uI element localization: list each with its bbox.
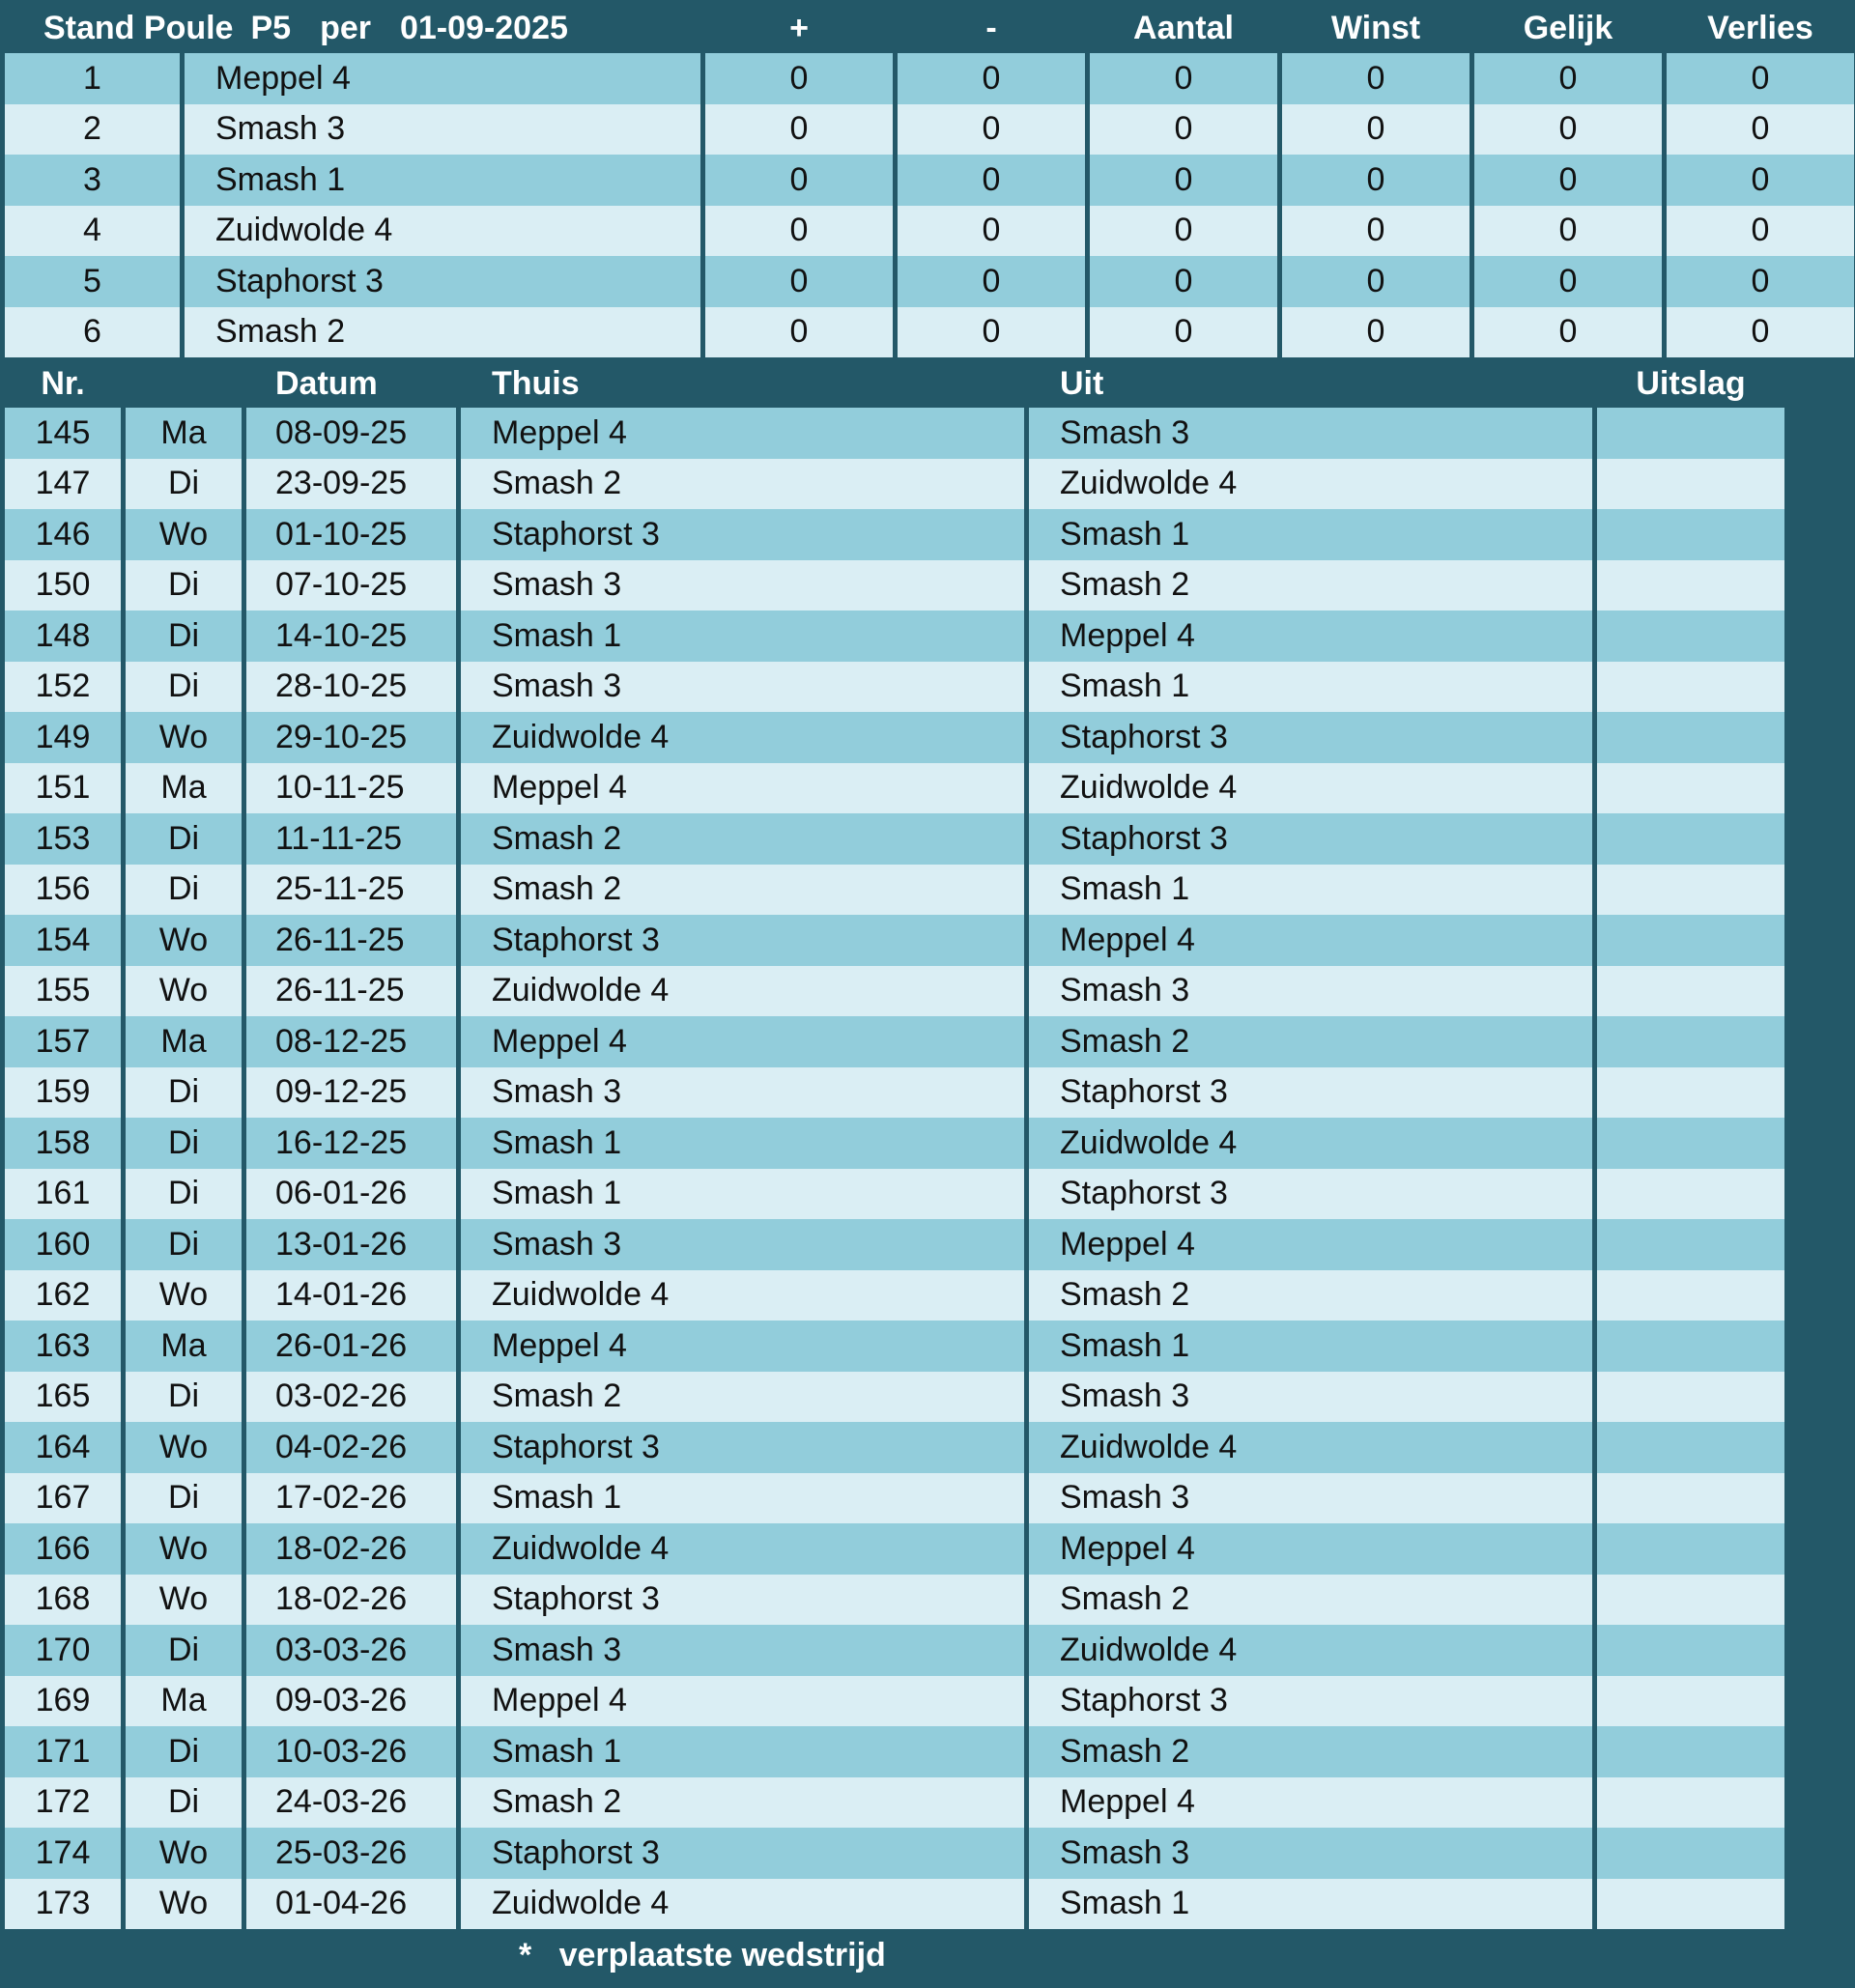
standings-row <box>0 53 1855 104</box>
match-away-cell: Smash 1 <box>1029 1879 1592 1930</box>
match-day-cell: Wo <box>126 1270 242 1321</box>
match-row <box>0 611 1855 662</box>
title-poule: P5 <box>250 9 292 46</box>
match-away-cell: Smash 3 <box>1029 1372 1592 1423</box>
match-home-cell: Smash 3 <box>461 560 1024 611</box>
match-result-cell <box>1597 1625 1784 1676</box>
match-day-cell: Di <box>126 1219 242 1270</box>
plus-cell: 0 <box>705 206 893 257</box>
standings-row <box>0 307 1855 358</box>
match-away-cell: Smash 3 <box>1029 408 1592 459</box>
match-date-cell: 09-12-25 <box>246 1067 456 1119</box>
minus-cell: 0 <box>898 155 1085 206</box>
winst-cell: 0 <box>1282 307 1470 358</box>
header-verlies: Verlies <box>1707 9 1813 46</box>
match-result-cell <box>1597 763 1784 814</box>
rank-cell: 4 <box>5 206 180 257</box>
match-nr-cell: 162 <box>5 1270 121 1321</box>
minus-cell: 0 <box>898 206 1085 257</box>
match-home-cell: Smash 2 <box>461 1777 1024 1829</box>
match-away-cell: Meppel 4 <box>1029 915 1592 966</box>
match-away-cell: Meppel 4 <box>1029 611 1592 662</box>
match-day-cell: Wo <box>126 1828 242 1879</box>
match-day-cell: Wo <box>126 1575 242 1626</box>
match-result-cell <box>1597 1523 1784 1575</box>
match-result-cell <box>1597 1372 1784 1423</box>
match-home-cell: Meppel 4 <box>461 1016 1024 1067</box>
match-home-cell: Meppel 4 <box>461 763 1024 814</box>
match-row <box>0 459 1855 510</box>
match-day-cell: Di <box>126 1625 242 1676</box>
match-away-cell: Zuidwolde 4 <box>1029 1118 1592 1169</box>
match-row <box>0 1625 1855 1676</box>
match-away-cell: Staphorst 3 <box>1029 712 1592 763</box>
match-nr-cell: 145 <box>5 408 121 459</box>
match-nr-cell: 161 <box>5 1169 121 1220</box>
match-nr-cell: 168 <box>5 1575 121 1626</box>
match-result-cell <box>1597 1169 1784 1220</box>
match-nr-cell: 172 <box>5 1777 121 1829</box>
minus-cell: 0 <box>898 53 1085 104</box>
match-result-cell <box>1597 813 1784 865</box>
winst-cell: 0 <box>1282 155 1470 206</box>
match-away-cell: Meppel 4 <box>1029 1523 1592 1575</box>
winst-cell: 0 <box>1282 53 1470 104</box>
match-home-cell: Meppel 4 <box>461 1676 1024 1727</box>
match-result-cell <box>1597 611 1784 662</box>
match-nr-cell: 156 <box>5 865 121 916</box>
match-row <box>0 915 1855 966</box>
match-day-cell: Di <box>126 560 242 611</box>
match-row <box>0 865 1855 916</box>
match-nr-cell: 159 <box>5 1067 121 1119</box>
match-result-cell <box>1597 1676 1784 1727</box>
match-away-cell: Smash 3 <box>1029 1473 1592 1524</box>
match-row <box>0 1016 1855 1067</box>
match-home-cell: Meppel 4 <box>461 408 1024 459</box>
match-result-cell <box>1597 1016 1784 1067</box>
match-away-cell: Smash 1 <box>1029 865 1592 916</box>
aantal-cell: 0 <box>1090 155 1277 206</box>
match-row <box>0 1169 1855 1220</box>
match-home-cell: Smash 1 <box>461 611 1024 662</box>
match-away-cell: Smash 3 <box>1029 1828 1592 1879</box>
match-date-cell: 16-12-25 <box>246 1118 456 1169</box>
match-away-cell: Smash 2 <box>1029 1726 1592 1777</box>
schedule-header <box>0 359 1855 408</box>
match-row <box>0 1219 1855 1270</box>
plus-cell: 0 <box>705 155 893 206</box>
match-away-cell: Smash 2 <box>1029 1575 1592 1626</box>
match-day-cell: Di <box>126 865 242 916</box>
match-home-cell: Smash 1 <box>461 1726 1024 1777</box>
match-row <box>0 1523 1855 1575</box>
match-nr-cell: 165 <box>5 1372 121 1423</box>
standings-row <box>0 104 1855 156</box>
match-nr-cell: 157 <box>5 1016 121 1067</box>
header-thuis: Thuis <box>492 364 580 402</box>
match-nr-cell: 173 <box>5 1879 121 1930</box>
match-result-cell <box>1597 408 1784 459</box>
match-day-cell: Wo <box>126 712 242 763</box>
match-away-cell: Smash 2 <box>1029 1016 1592 1067</box>
match-date-cell: 14-10-25 <box>246 611 456 662</box>
match-nr-cell: 151 <box>5 763 121 814</box>
match-away-cell: Smash 3 <box>1029 966 1592 1017</box>
match-day-cell: Wo <box>126 509 242 560</box>
match-home-cell: Smash 2 <box>461 459 1024 510</box>
match-row <box>0 1372 1855 1423</box>
header-uitslag: Uitslag <box>1636 364 1746 402</box>
match-date-cell: 23-09-25 <box>246 459 456 510</box>
match-result-cell <box>1597 509 1784 560</box>
match-nr-cell: 169 <box>5 1676 121 1727</box>
match-day-cell: Di <box>126 459 242 510</box>
match-home-cell: Smash 1 <box>461 1473 1024 1524</box>
match-row <box>0 1828 1855 1879</box>
match-away-cell: Smash 1 <box>1029 1321 1592 1372</box>
match-away-cell: Smash 1 <box>1029 509 1592 560</box>
match-row <box>0 813 1855 865</box>
rank-cell: 3 <box>5 155 180 206</box>
match-home-cell: Staphorst 3 <box>461 509 1024 560</box>
match-result-cell <box>1597 1067 1784 1119</box>
match-date-cell: 01-04-26 <box>246 1879 456 1930</box>
plus-cell: 0 <box>705 307 893 358</box>
match-date-cell: 08-09-25 <box>246 408 456 459</box>
match-result-cell <box>1597 1270 1784 1321</box>
match-away-cell: Smash 2 <box>1029 1270 1592 1321</box>
match-row <box>0 560 1855 611</box>
match-row <box>0 1270 1855 1321</box>
match-date-cell: 17-02-26 <box>246 1473 456 1524</box>
match-home-cell: Zuidwolde 4 <box>461 712 1024 763</box>
match-nr-cell: 166 <box>5 1523 121 1575</box>
match-row <box>0 1777 1855 1829</box>
gelijk-cell: 0 <box>1474 104 1662 156</box>
match-row <box>0 1575 1855 1626</box>
verlies-cell: 0 <box>1667 155 1854 206</box>
match-date-cell: 11-11-25 <box>246 813 456 865</box>
match-result-cell <box>1597 1726 1784 1777</box>
match-away-cell: Zuidwolde 4 <box>1029 1625 1592 1676</box>
rank-cell: 2 <box>5 104 180 156</box>
match-day-cell: Di <box>126 1726 242 1777</box>
match-away-cell: Zuidwolde 4 <box>1029 459 1592 510</box>
match-result-cell <box>1597 560 1784 611</box>
match-date-cell: 06-01-26 <box>246 1169 456 1220</box>
verlies-cell: 0 <box>1667 53 1854 104</box>
match-date-cell: 10-03-26 <box>246 1726 456 1777</box>
match-nr-cell: 160 <box>5 1219 121 1270</box>
match-home-cell: Zuidwolde 4 <box>461 1879 1024 1930</box>
match-result-cell <box>1597 915 1784 966</box>
match-result-cell <box>1597 1575 1784 1626</box>
verlies-cell: 0 <box>1667 307 1854 358</box>
match-away-cell: Staphorst 3 <box>1029 1067 1592 1119</box>
match-nr-cell: 146 <box>5 509 121 560</box>
match-row <box>0 509 1855 560</box>
rank-cell: 1 <box>5 53 180 104</box>
match-nr-cell: 170 <box>5 1625 121 1676</box>
gelijk-cell: 0 <box>1474 256 1662 307</box>
match-date-cell: 28-10-25 <box>246 662 456 713</box>
header-datum: Datum <box>275 364 378 402</box>
match-nr-cell: 164 <box>5 1422 121 1473</box>
match-away-cell: Meppel 4 <box>1029 1777 1592 1829</box>
aantal-cell: 0 <box>1090 104 1277 156</box>
match-row <box>0 1473 1855 1524</box>
match-home-cell: Smash 3 <box>461 1625 1024 1676</box>
verlies-cell: 0 <box>1667 206 1854 257</box>
match-date-cell: 14-01-26 <box>246 1270 456 1321</box>
match-home-cell: Zuidwolde 4 <box>461 1523 1024 1575</box>
match-day-cell: Ma <box>126 1016 242 1067</box>
match-home-cell: Staphorst 3 <box>461 1422 1024 1473</box>
match-date-cell: 24-03-26 <box>246 1777 456 1829</box>
header-day <box>126 359 242 408</box>
match-row <box>0 1321 1855 1372</box>
winst-cell: 0 <box>1282 256 1470 307</box>
team-cell: Smash 3 <box>185 104 700 156</box>
title-label: Stand Poule <box>43 9 234 46</box>
match-nr-cell: 154 <box>5 915 121 966</box>
match-day-cell: Ma <box>126 408 242 459</box>
gelijk-cell: 0 <box>1474 307 1662 358</box>
match-day-cell: Ma <box>126 763 242 814</box>
match-date-cell: 09-03-26 <box>246 1676 456 1727</box>
match-day-cell: Ma <box>126 1321 242 1372</box>
match-date-cell: 01-10-25 <box>246 509 456 560</box>
match-nr-cell: 163 <box>5 1321 121 1372</box>
gelijk-cell: 0 <box>1474 53 1662 104</box>
match-home-cell: Zuidwolde 4 <box>461 1270 1024 1321</box>
match-away-cell: Staphorst 3 <box>1029 1169 1592 1220</box>
match-result-cell <box>1597 865 1784 916</box>
match-date-cell: 18-02-26 <box>246 1575 456 1626</box>
match-result-cell <box>1597 459 1784 510</box>
header-uit: Uit <box>1060 364 1104 402</box>
match-home-cell: Smash 3 <box>461 1219 1024 1270</box>
plus-cell: 0 <box>705 53 893 104</box>
team-cell: Meppel 4 <box>185 53 700 104</box>
plus-cell: 0 <box>705 104 893 156</box>
standings-row <box>0 256 1855 307</box>
match-result-cell <box>1597 1473 1784 1524</box>
match-nr-cell: 152 <box>5 662 121 713</box>
match-row <box>0 763 1855 814</box>
match-day-cell: Wo <box>126 915 242 966</box>
match-home-cell: Smash 2 <box>461 865 1024 916</box>
match-day-cell: Di <box>126 1372 242 1423</box>
match-home-cell: Staphorst 3 <box>461 915 1024 966</box>
match-date-cell: 13-01-26 <box>246 1219 456 1270</box>
match-result-cell <box>1597 662 1784 713</box>
match-date-cell: 04-02-26 <box>246 1422 456 1473</box>
match-home-cell: Staphorst 3 <box>461 1575 1024 1626</box>
match-result-cell <box>1597 1321 1784 1372</box>
match-date-cell: 25-11-25 <box>246 865 456 916</box>
match-away-cell: Smash 2 <box>1029 560 1592 611</box>
match-away-cell: Staphorst 3 <box>1029 813 1592 865</box>
match-home-cell: Smash 3 <box>461 662 1024 713</box>
footer-marker: * <box>519 1937 532 1974</box>
match-home-cell: Meppel 4 <box>461 1321 1024 1372</box>
aantal-cell: 0 <box>1090 256 1277 307</box>
match-nr-cell: 148 <box>5 611 121 662</box>
match-date-cell: 10-11-25 <box>246 763 456 814</box>
match-day-cell: Di <box>126 1169 242 1220</box>
match-result-cell <box>1597 1422 1784 1473</box>
aantal-cell: 0 <box>1090 206 1277 257</box>
match-row <box>0 1118 1855 1169</box>
match-nr-cell: 155 <box>5 966 121 1017</box>
match-day-cell: Di <box>126 611 242 662</box>
title-per: per <box>320 9 371 46</box>
match-away-cell: Smash 1 <box>1029 662 1592 713</box>
match-day-cell: Wo <box>126 1523 242 1575</box>
gelijk-cell: 0 <box>1474 206 1662 257</box>
match-home-cell: Smash 3 <box>461 1067 1024 1119</box>
match-nr-cell: 174 <box>5 1828 121 1879</box>
header-minus: - <box>985 9 997 46</box>
match-row <box>0 966 1855 1017</box>
verlies-cell: 0 <box>1667 256 1854 307</box>
match-date-cell: 25-03-26 <box>246 1828 456 1879</box>
match-date-cell: 26-11-25 <box>246 966 456 1017</box>
match-home-cell: Staphorst 3 <box>461 1828 1024 1879</box>
footer-note <box>519 1937 886 1974</box>
match-row <box>0 1676 1855 1727</box>
match-nr-cell: 167 <box>5 1473 121 1524</box>
match-row <box>0 1879 1855 1930</box>
match-home-cell: Smash 1 <box>461 1118 1024 1169</box>
verlies-cell: 0 <box>1667 104 1854 156</box>
match-day-cell: Di <box>126 1118 242 1169</box>
match-result-cell <box>1597 1828 1784 1879</box>
match-date-cell: 26-11-25 <box>246 915 456 966</box>
match-row <box>0 1422 1855 1473</box>
match-away-cell: Meppel 4 <box>1029 1219 1592 1270</box>
match-date-cell: 18-02-26 <box>246 1523 456 1575</box>
header-winst: Winst <box>1330 9 1421 46</box>
match-home-cell: Smash 1 <box>461 1169 1024 1220</box>
team-cell: Smash 1 <box>185 155 700 206</box>
match-row <box>0 1067 1855 1119</box>
match-day-cell: Ma <box>126 1676 242 1727</box>
match-away-cell: Staphorst 3 <box>1029 1676 1592 1727</box>
match-day-cell: Wo <box>126 1422 242 1473</box>
match-away-cell: Zuidwolde 4 <box>1029 763 1592 814</box>
match-nr-cell: 158 <box>5 1118 121 1169</box>
match-row <box>0 662 1855 713</box>
match-result-cell <box>1597 1879 1784 1930</box>
match-date-cell: 08-12-25 <box>246 1016 456 1067</box>
match-day-cell: Wo <box>126 966 242 1017</box>
standings-title <box>5 3 700 53</box>
match-nr-cell: 153 <box>5 813 121 865</box>
rank-cell: 5 <box>5 256 180 307</box>
match-date-cell: 03-02-26 <box>246 1372 456 1423</box>
match-nr-cell: 150 <box>5 560 121 611</box>
minus-cell: 0 <box>898 307 1085 358</box>
match-result-cell <box>1597 1118 1784 1169</box>
header-plus: + <box>789 9 809 46</box>
plus-cell: 0 <box>705 256 893 307</box>
minus-cell: 0 <box>898 256 1085 307</box>
team-cell: Staphorst 3 <box>185 256 700 307</box>
footer-note-text: verplaatste wedstrijd <box>558 1937 886 1974</box>
match-day-cell: Wo <box>126 1879 242 1930</box>
minus-cell: 0 <box>898 104 1085 156</box>
gelijk-cell: 0 <box>1474 155 1662 206</box>
match-row <box>0 408 1855 459</box>
header-aantal: Aantal <box>1133 9 1234 46</box>
winst-cell: 0 <box>1282 206 1470 257</box>
match-nr-cell: 171 <box>5 1726 121 1777</box>
match-result-cell <box>1597 1219 1784 1270</box>
match-date-cell: 26-01-26 <box>246 1321 456 1372</box>
match-nr-cell: 147 <box>5 459 121 510</box>
aantal-cell: 0 <box>1090 307 1277 358</box>
winst-cell: 0 <box>1282 104 1470 156</box>
match-result-cell <box>1597 1777 1784 1829</box>
match-away-cell: Zuidwolde 4 <box>1029 1422 1592 1473</box>
match-date-cell: 07-10-25 <box>246 560 456 611</box>
match-date-cell: 03-03-26 <box>246 1625 456 1676</box>
match-row <box>0 712 1855 763</box>
rank-cell: 6 <box>5 307 180 358</box>
match-day-cell: Di <box>126 813 242 865</box>
header-nr: Nr. <box>41 364 85 402</box>
team-cell: Smash 2 <box>185 307 700 358</box>
team-cell: Zuidwolde 4 <box>185 206 700 257</box>
match-date-cell: 29-10-25 <box>246 712 456 763</box>
match-home-cell: Smash 2 <box>461 1372 1024 1423</box>
standings-header <box>0 3 1855 53</box>
match-row <box>0 1726 1855 1777</box>
match-result-cell <box>1597 966 1784 1017</box>
match-day-cell: Di <box>126 662 242 713</box>
match-day-cell: Di <box>126 1473 242 1524</box>
title-date: 01-09-2025 <box>399 9 568 46</box>
match-result-cell <box>1597 712 1784 763</box>
match-day-cell: Di <box>126 1067 242 1119</box>
standings-row <box>0 206 1855 257</box>
aantal-cell: 0 <box>1090 53 1277 104</box>
match-home-cell: Zuidwolde 4 <box>461 966 1024 1017</box>
match-home-cell: Smash 2 <box>461 813 1024 865</box>
match-nr-cell: 149 <box>5 712 121 763</box>
standings-row <box>0 155 1855 206</box>
header-gelijk: Gelijk <box>1523 9 1613 46</box>
match-day-cell: Di <box>126 1777 242 1829</box>
